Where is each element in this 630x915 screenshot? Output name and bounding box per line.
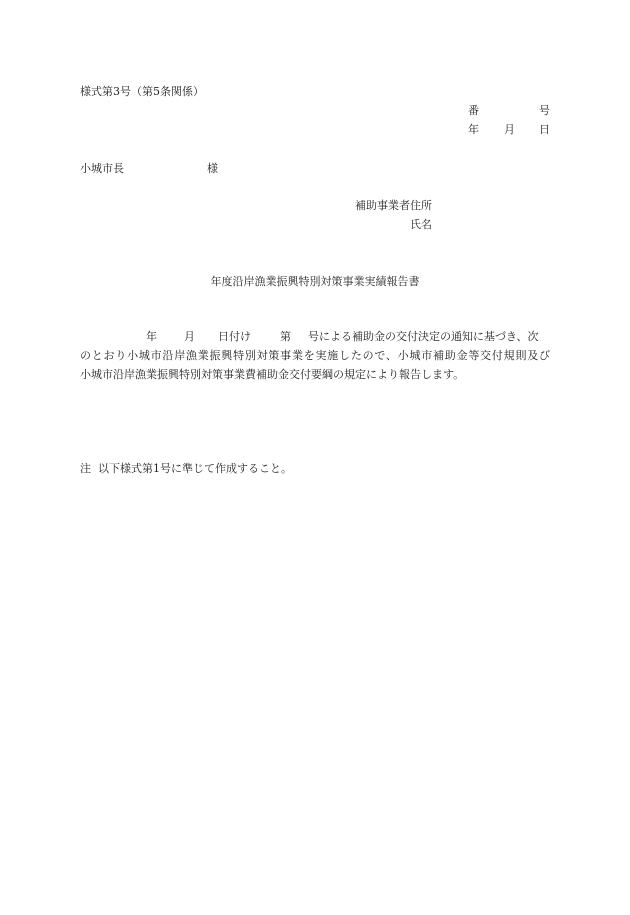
- note-label: 注: [80, 462, 91, 475]
- body-line-1-text: 号による補助金の交付決定の通知に基づき、次: [308, 330, 539, 343]
- body-month-label: 月: [184, 330, 195, 343]
- note: [80, 462, 292, 476]
- doc-number-suffix: 号: [539, 104, 550, 117]
- date-year-label: 年: [468, 123, 479, 136]
- date-day-label: 日: [539, 123, 550, 136]
- body-day-label: 日付け: [218, 330, 251, 343]
- form-number: 様式第3号（第5条関係）: [80, 85, 204, 98]
- report-title: 年度沿岸漁業振興特別対策事業実績報告書: [210, 275, 420, 288]
- applicant-address-label: 補助事業者住所: [355, 199, 432, 212]
- applicant-name-label: 氏名: [410, 218, 432, 231]
- body-line-2: のとおり小城市沿岸漁業振興特別対策事業を実施したので、小城市補助金等交付規則及び: [80, 349, 550, 362]
- addressee-honorific: 様: [207, 162, 218, 175]
- addressee-name: 小城市長: [80, 162, 124, 175]
- note-text: 以下様式第1号に準じて作成すること。: [98, 462, 292, 475]
- body-year-label: 年: [146, 330, 157, 343]
- date-month-label: 月: [504, 123, 515, 136]
- body-number-prefix: 第: [280, 330, 291, 343]
- doc-number-label: 番: [468, 104, 479, 117]
- body-line-3: 小城市沿岸漁業振興特別対策事業費補助金交付要綱の規定により報告します。: [80, 368, 465, 381]
